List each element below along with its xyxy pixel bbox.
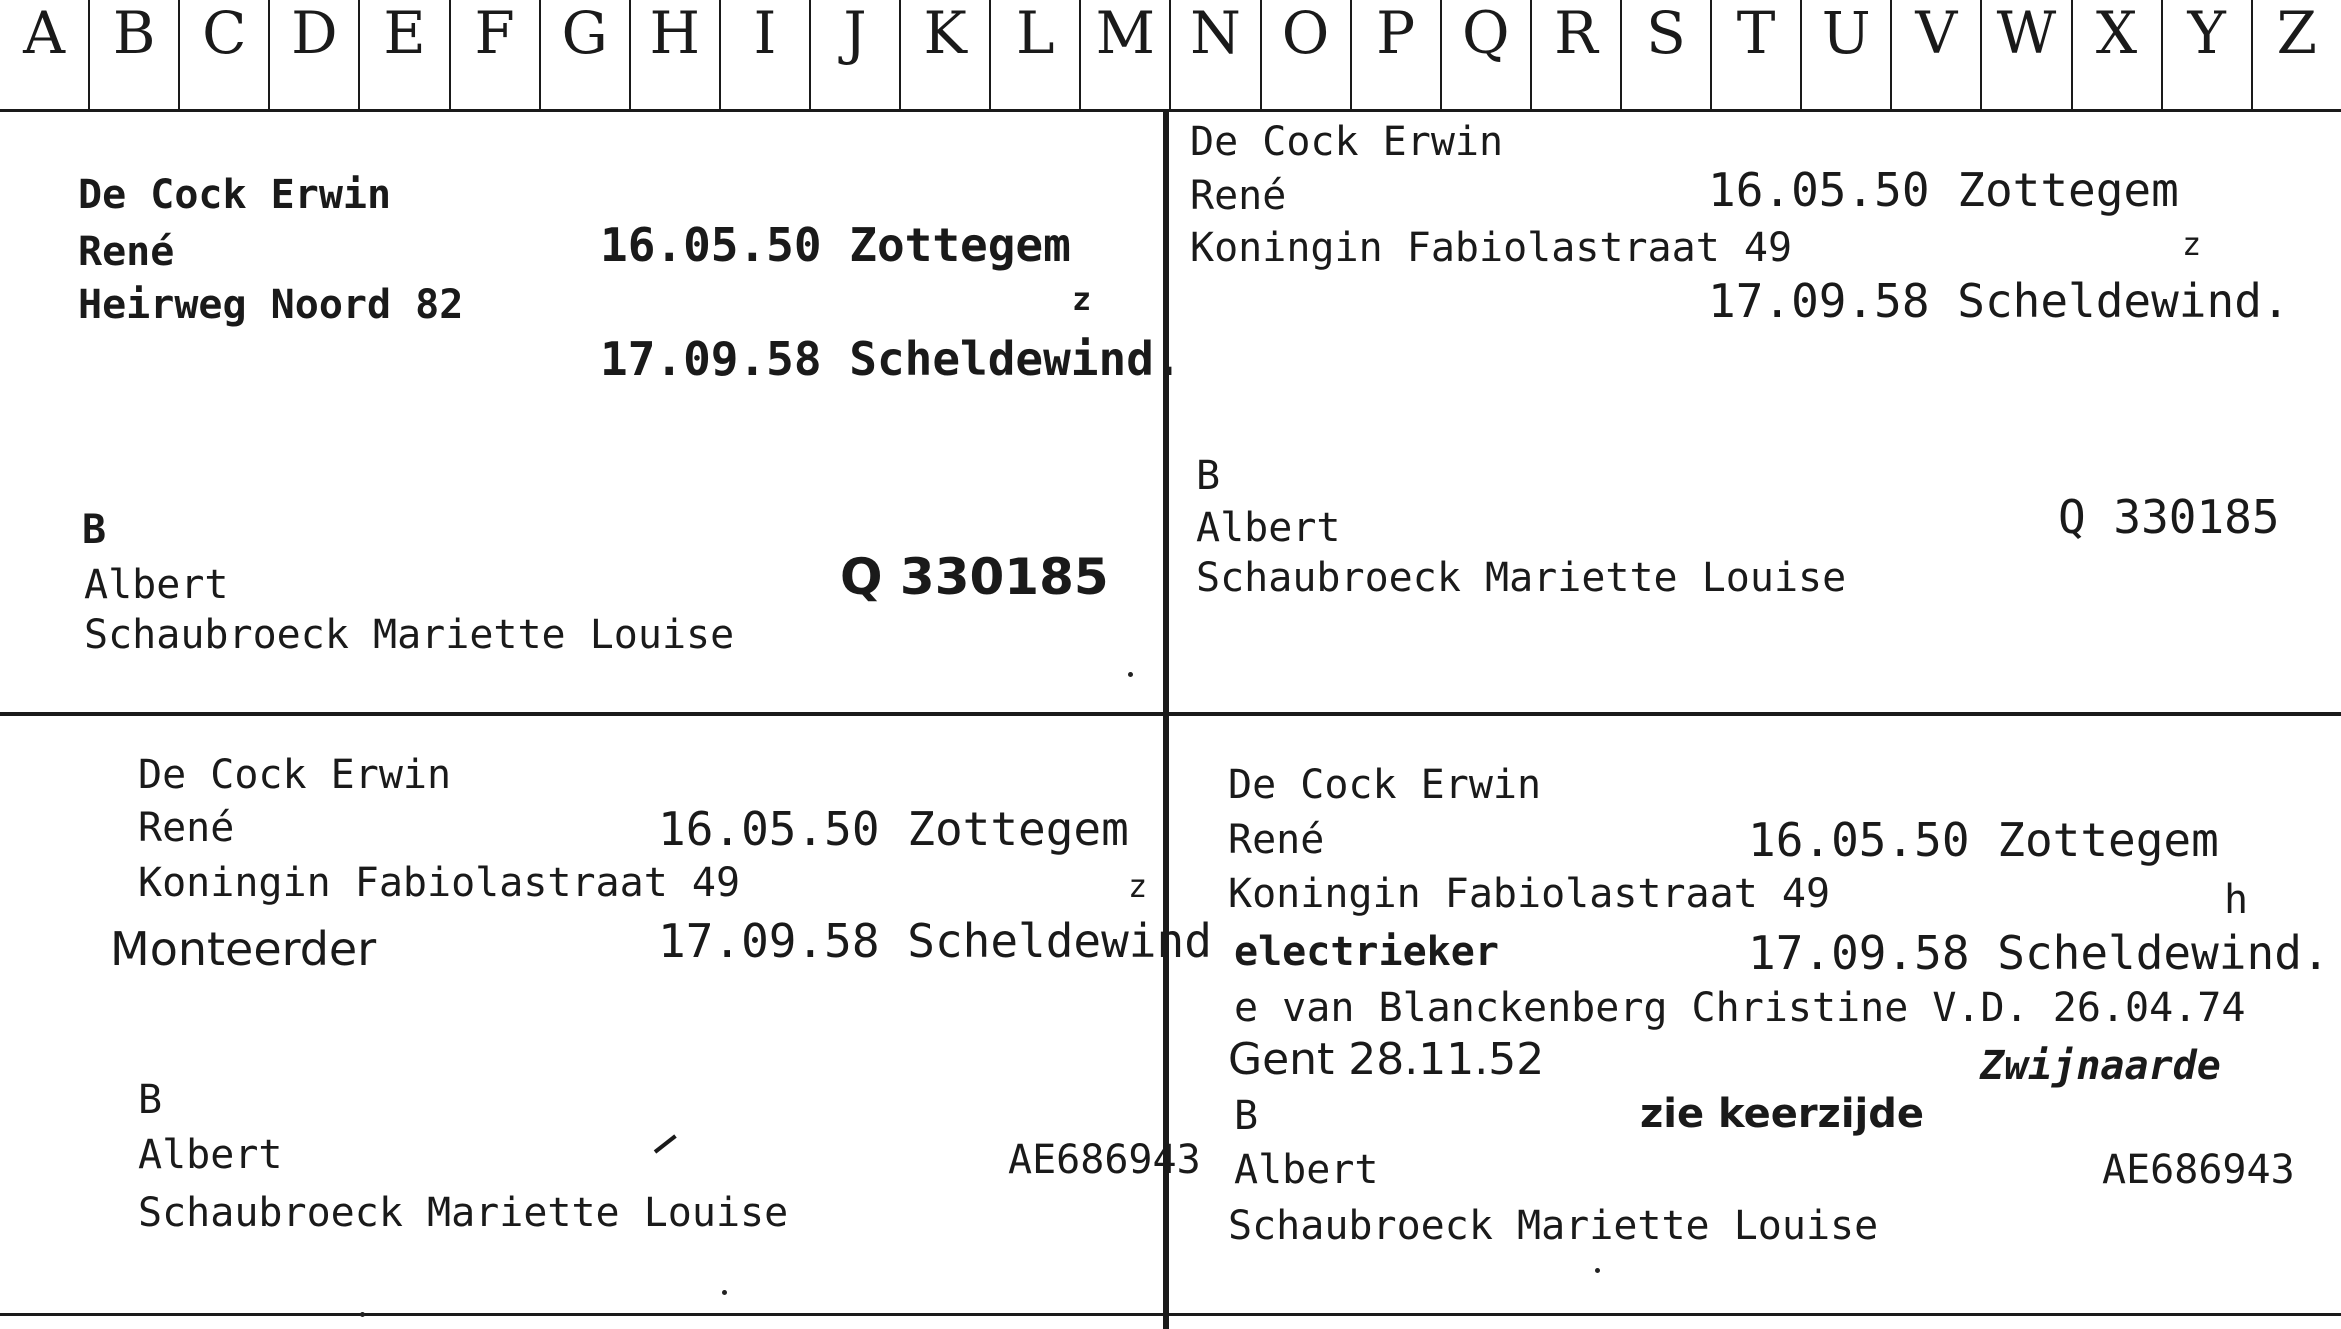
alphabet-letter-l: L <box>991 0 1081 109</box>
alphabet-letter-x: X <box>2073 0 2163 109</box>
card-number: Q 330185 <box>2058 490 2280 544</box>
card-code: B <box>1196 453 1221 499</box>
card-mother: Schaubroeck Mariette Louise <box>1196 555 1847 601</box>
card-address: Koningin Fabiolastraat 49 <box>1228 871 1831 917</box>
scan-speck <box>722 1290 727 1295</box>
alphabet-letter-n: N <box>1171 0 1261 109</box>
alphabet-letter-i: I <box>721 0 811 109</box>
card-first-name: René <box>1190 173 1287 219</box>
card-code: B <box>1234 1093 1259 1139</box>
card-address: Koningin Fabiolastraat 49 <box>138 860 741 906</box>
alphabet-letter-u: U <box>1802 0 1892 109</box>
card-birth: 16.05.50 Zottegem <box>658 802 1129 856</box>
card-name: De Cock Erwin <box>138 752 452 798</box>
pencil-mark <box>654 1134 677 1153</box>
alphabet-letter-v: V <box>1892 0 1982 109</box>
card-first-name: René <box>138 805 235 851</box>
alphabet-letter-m: M <box>1081 0 1171 109</box>
alphabet-letter-t: T <box>1712 0 1802 109</box>
alphabet-letter-p: P <box>1352 0 1442 109</box>
alphabet-letter-r: R <box>1532 0 1622 109</box>
alphabet-letter-q: Q <box>1442 0 1532 109</box>
card-code: B <box>82 507 107 553</box>
card-number: Q 330185 <box>840 548 1109 606</box>
scan-speck <box>1595 1268 1600 1273</box>
card-name: De Cock Erwin <box>78 172 392 218</box>
card-birth: 16.05.50 Zottegem <box>600 218 1071 272</box>
card-mark: z <box>2182 225 2202 263</box>
card-address: Heirweg Noord 82 <box>78 282 464 328</box>
card-note: zie keerzijde <box>1640 1091 1925 1137</box>
alphabet-index <box>0 0 2341 112</box>
card-mother: Schaubroeck Mariette Louise <box>138 1190 789 1236</box>
card-date-place: 17.09.58 Scheldewind. <box>1748 926 2330 980</box>
card-date-place: 17.09.58 Scheldewind <box>658 914 1212 968</box>
card-father: Albert <box>1234 1147 1379 1193</box>
card-mark: z <box>1128 867 1148 905</box>
alphabet-letter-h: H <box>631 0 721 109</box>
alphabet-letter-b: B <box>90 0 180 109</box>
card-birth: 16.05.50 Zottegem <box>1748 813 2219 867</box>
card-occupation: Monteerder <box>110 922 377 976</box>
card-mark: z <box>1072 280 1092 318</box>
alphabet-letter-y: Y <box>2163 0 2253 109</box>
card-address: Koningin Fabiolastraat 49 <box>1190 225 1793 271</box>
card-annotation: Zwijnaarde <box>1980 1043 2221 1089</box>
card-mark: h <box>2224 877 2249 923</box>
card-father: Albert <box>138 1132 283 1178</box>
alphabet-letter-e: E <box>360 0 450 109</box>
card-name: De Cock Erwin <box>1228 762 1542 808</box>
card-code: B <box>138 1077 163 1123</box>
alphabet-letter-o: O <box>1262 0 1352 109</box>
horizontal-divider <box>0 712 2341 716</box>
alphabet-letter-c: C <box>180 0 270 109</box>
card-date-place: 17.09.58 Scheldewind. <box>600 332 1182 386</box>
alphabet-letter-a: A <box>0 0 90 109</box>
card-date-place: 17.09.58 Scheldewind. <box>1708 274 2290 328</box>
bottom-rule <box>0 1313 2341 1316</box>
card-occupation: electrieker <box>1234 929 1499 975</box>
card-father: Albert <box>84 562 229 608</box>
alphabet-letter-f: F <box>451 0 541 109</box>
alphabet-letter-j: J <box>811 0 901 109</box>
card-birth: 16.05.50 Zottegem <box>1708 163 2179 217</box>
alphabet-letter-s: S <box>1622 0 1712 109</box>
alphabet-letter-z: Z <box>2276 0 2317 67</box>
card-spouse-birth: Gent 28.11.52 <box>1228 1034 1545 1085</box>
card-name: De Cock Erwin <box>1190 119 1504 165</box>
card-mother: Schaubroeck Mariette Louise <box>84 612 735 658</box>
card-spouse: e van Blanckenberg Christine V.D. 26.04.74 <box>1234 985 2246 1031</box>
card-mother: Schaubroeck Mariette Louise <box>1228 1203 1879 1249</box>
card-father: Albert <box>1196 505 1341 551</box>
alphabet-letter-g: G <box>541 0 631 109</box>
scan-speck <box>1128 672 1133 677</box>
scan-speck <box>360 1312 365 1317</box>
alphabet-letter-w: W <box>1982 0 2072 109</box>
alphabet-letter-d: D <box>270 0 360 109</box>
card-number: AE686943 <box>1008 1137 1201 1183</box>
alphabet-letter-k: K <box>901 0 991 109</box>
card-number: AE686943 <box>2102 1147 2295 1193</box>
card-first-name: René <box>78 229 175 275</box>
card-first-name: René <box>1228 817 1325 863</box>
